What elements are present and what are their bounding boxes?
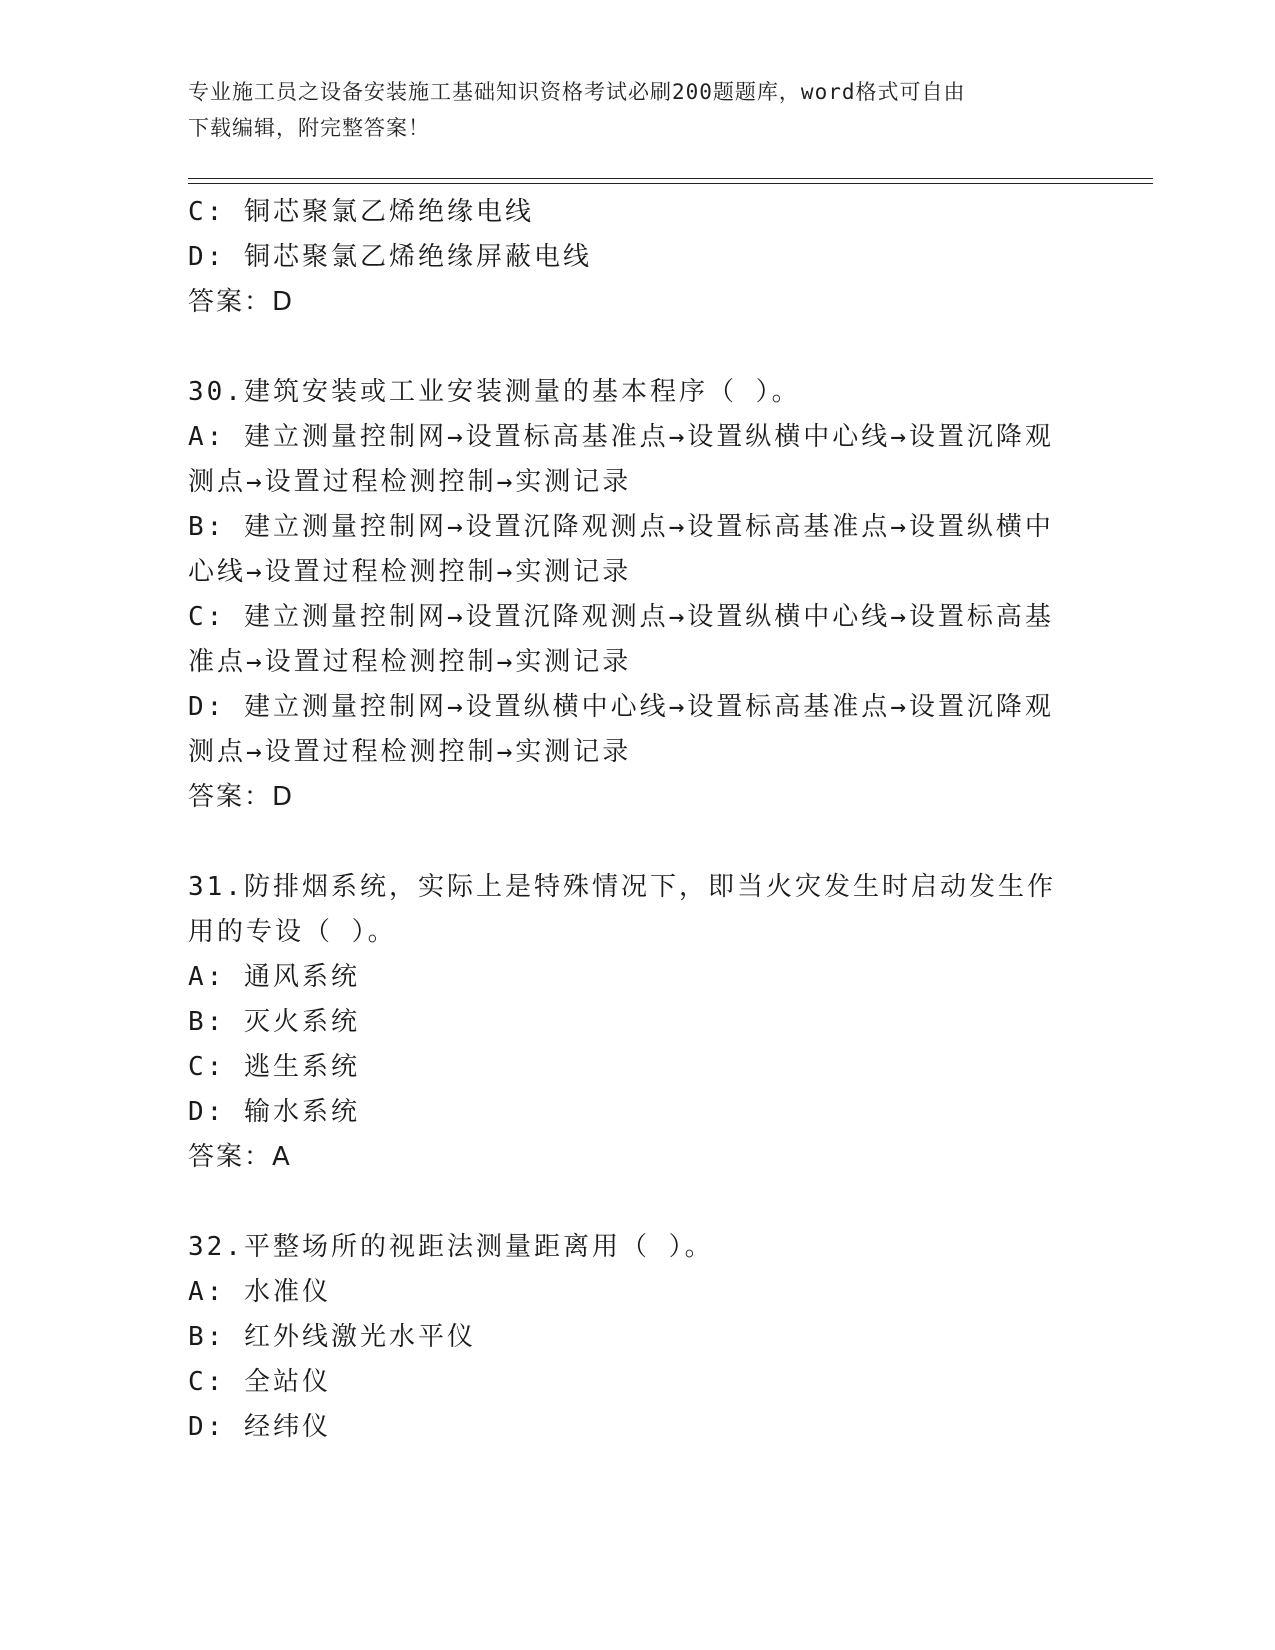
option-d: D: 建立测量控制网→设置纵横中心线→设置标高基准点→设置沉降观测点→设置过程检测控制→实测记录: [188, 692, 1054, 767]
option-b: B: 红外线激光水平仪: [188, 1322, 476, 1352]
question-stem: 31.防排烟系统，实际上是特殊情况下，即当火灾发生时启动发生作用的专设（ ）。: [188, 872, 1056, 947]
question-stem: 30.建筑安装或工业安装测量的基本程序（ ）。: [188, 377, 801, 407]
answer-line: 答案：D: [188, 287, 295, 317]
answer-line: 答案：D: [188, 782, 295, 812]
question-31: [188, 865, 1068, 1180]
header-line-2: 下载编辑，附完整答案！: [188, 116, 430, 140]
option-a: A: 建立测量控制网→设置标高基准点→设置纵横中心线→设置沉降观测点→设置过程检测控制→实测记录: [188, 422, 1054, 497]
option-d: D: 输水系统: [188, 1097, 360, 1127]
option-c: C: 铜芯聚氯乙烯绝缘电线: [188, 197, 534, 227]
document-header: [188, 74, 1078, 146]
option-d: D: 铜芯聚氯乙烯绝缘屏蔽电线: [188, 242, 592, 272]
option-b: B: 建立测量控制网→设置沉降观测点→设置标高基准点→设置纵横中心线→设置过程检测控制→实测记录: [188, 512, 1054, 587]
question-30: [188, 370, 1068, 820]
option-a: A: 水准仪: [188, 1277, 331, 1307]
header-line-1: 专业施工员之设备安装施工基础知识资格考试必刷200题题库，word格式可自由: [188, 80, 966, 104]
question-32: [188, 1225, 1068, 1450]
header-rule-bottom: [188, 183, 1153, 184]
option-a: A: 通风系统: [188, 962, 360, 992]
document-body: [188, 190, 1068, 1450]
option-c: C: 逃生系统: [188, 1052, 360, 1082]
question-29-tail: [188, 190, 1068, 325]
option-c: C: 建立测量控制网→设置沉降观测点→设置纵横中心线→设置标高基准点→设置过程检测控制→实测记录: [188, 602, 1054, 677]
option-b: B: 灭火系统: [188, 1007, 360, 1037]
option-c: C: 全站仪: [188, 1367, 331, 1397]
question-stem: 32.平整场所的视距法测量距离用（ ）。: [188, 1232, 714, 1262]
answer-line: 答案：A: [188, 1142, 292, 1172]
header-rule-top: [188, 178, 1153, 179]
option-d: D: 经纬仪: [188, 1412, 331, 1442]
